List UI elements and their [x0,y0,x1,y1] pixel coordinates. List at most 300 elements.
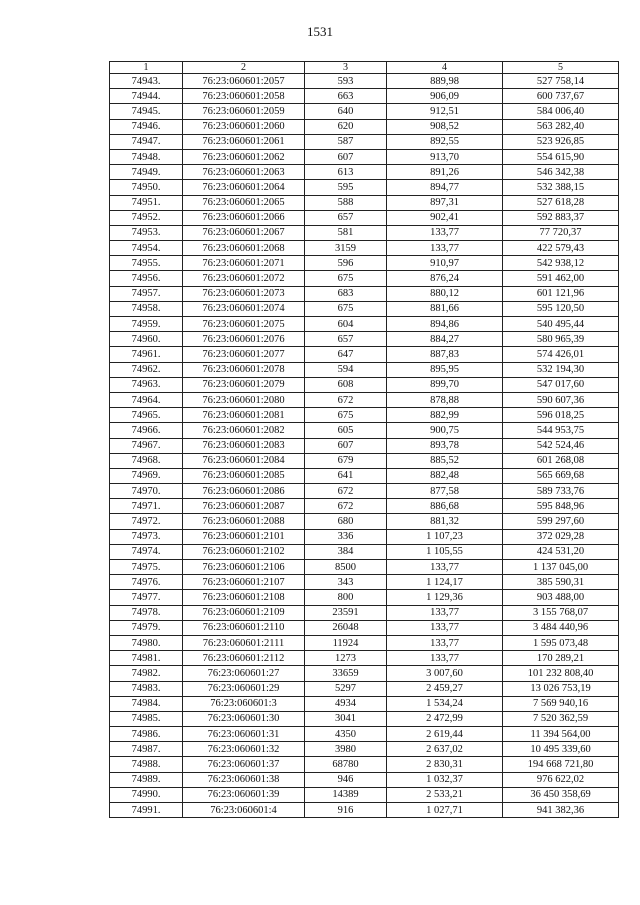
table-cell-col-5: 1 137 045,00 [503,560,619,575]
table-cell-col-4: 889,98 [387,74,503,89]
page-number: 1531 [307,24,333,39]
table-cell-col-1: 74957. [110,286,183,301]
table-cell-col-4: 899,70 [387,377,503,392]
table-cell-col-5: 527 758,14 [503,74,619,89]
table-cell-col-4: 877,58 [387,484,503,499]
table-row [110,165,619,180]
table-cell-col-2: 76:23:060601:2101 [183,529,305,544]
table-cell-col-4: 893,78 [387,438,503,453]
table-cell-col-4: 912,51 [387,104,503,119]
table-cell-col-5: 10 495 339,60 [503,742,619,757]
table-cell-col-3: 587 [305,134,387,149]
table-cell-col-2: 76:23:060601:2062 [183,149,305,164]
table-cell-col-1: 74983. [110,681,183,696]
table-cell-col-2: 76:23:060601:2111 [183,635,305,650]
table-row [110,727,619,742]
table-cell-col-3: 596 [305,256,387,271]
table-cell-col-3: 620 [305,119,387,134]
table-row [110,605,619,620]
table-cell-col-4: 1 124,17 [387,575,503,590]
table-row [110,666,619,681]
table-cell-col-1: 74963. [110,377,183,392]
table-row [110,803,619,818]
table-cell-col-2: 76:23:060601:2071 [183,256,305,271]
table-cell-col-2: 76:23:060601:2073 [183,286,305,301]
table-cell-col-3: 5297 [305,681,387,696]
table-cell-col-1: 74989. [110,772,183,787]
table-cell-col-4: 133,77 [387,241,503,256]
table-cell-col-3: 613 [305,165,387,180]
table-cell-col-2: 76:23:060601:2058 [183,89,305,104]
table-cell-col-3: 946 [305,772,387,787]
table-row [110,347,619,362]
table-cell-col-5: 574 426,01 [503,347,619,362]
table-cell-col-3: 594 [305,362,387,377]
table-cell-col-3: 384 [305,544,387,559]
table-row [110,651,619,666]
table-row [110,195,619,210]
table-cell-col-1: 74982. [110,666,183,681]
table-row [110,134,619,149]
column-header-4: 4 [387,62,503,74]
table-cell-col-3: 641 [305,468,387,483]
table-cell-col-2: 76:23:060601:2064 [183,180,305,195]
table-cell-col-2: 76:23:060601:2063 [183,165,305,180]
table-row [110,89,619,104]
table-cell-col-2: 76:23:060601:2066 [183,210,305,225]
table-cell-col-3: 672 [305,484,387,499]
table-cell-col-3: 3980 [305,742,387,757]
table-cell-col-3: 647 [305,347,387,362]
table-cell-col-4: 2 472,99 [387,711,503,726]
table-cell-col-3: 680 [305,514,387,529]
table-row [110,149,619,164]
table-cell-col-2: 76:23:060601:2077 [183,347,305,362]
table-cell-col-4: 1 105,55 [387,544,503,559]
table-cell-col-3: 679 [305,453,387,468]
table-cell-col-2: 76:23:060601:2078 [183,362,305,377]
table-row [110,408,619,423]
table-cell-col-4: 895,95 [387,362,503,377]
table-cell-col-4: 891,26 [387,165,503,180]
table-cell-col-4: 2 619,44 [387,727,503,742]
table-cell-col-4: 1 129,36 [387,590,503,605]
table-cell-col-4: 881,66 [387,301,503,316]
table-cell-col-5: 542 524,46 [503,438,619,453]
table-cell-col-3: 11924 [305,635,387,650]
table-cell-col-5: 565 669,68 [503,468,619,483]
table-cell-col-1: 74961. [110,347,183,362]
table-cell-col-1: 74944. [110,89,183,104]
table-cell-col-2: 76:23:060601:2074 [183,301,305,316]
table-row [110,590,619,605]
table-row [110,332,619,347]
table-cell-col-5: 77 720,37 [503,225,619,240]
table-row [110,575,619,590]
table-cell-col-1: 74951. [110,195,183,210]
table-cell-col-4: 876,24 [387,271,503,286]
table-cell-col-1: 74975. [110,560,183,575]
table-cell-col-2: 76:23:060601:2083 [183,438,305,453]
table-cell-col-5: 36 450 358,69 [503,787,619,802]
table-row [110,620,619,635]
column-header-3: 3 [305,62,387,74]
table-row [110,468,619,483]
table-cell-col-2: 76:23:060601:2079 [183,377,305,392]
table-cell-col-4: 906,09 [387,89,503,104]
table-cell-col-4: 3 007,60 [387,666,503,681]
column-header-1: 1 [110,62,183,74]
table-cell-col-4: 897,31 [387,195,503,210]
table-cell-col-2: 76:23:060601:2088 [183,514,305,529]
table-cell-col-1: 74962. [110,362,183,377]
table-cell-col-4: 887,83 [387,347,503,362]
table-cell-col-1: 74974. [110,544,183,559]
table-cell-col-3: 581 [305,225,387,240]
table-cell-col-3: 23591 [305,605,387,620]
table-row [110,544,619,559]
table-cell-col-5: 542 938,12 [503,256,619,271]
table-row [110,256,619,271]
table-cell-col-5: 546 342,38 [503,165,619,180]
table-row [110,696,619,711]
table-cell-col-5: 3 484 440,96 [503,620,619,635]
table-cell-col-2: 76:23:060601:2076 [183,332,305,347]
table-row [110,317,619,332]
table-cell-col-5: 589 733,76 [503,484,619,499]
table-cell-col-4: 908,52 [387,119,503,134]
table-cell-col-3: 8500 [305,560,387,575]
table-cell-col-3: 604 [305,317,387,332]
table-cell-col-5: 601 121,96 [503,286,619,301]
table-cell-col-4: 892,55 [387,134,503,149]
table-cell-col-1: 74966. [110,423,183,438]
table-cell-col-5: 590 607,36 [503,392,619,407]
table-cell-col-1: 74967. [110,438,183,453]
table-cell-col-2: 76:23:060601:38 [183,772,305,787]
table-cell-col-4: 902,41 [387,210,503,225]
table-cell-col-2: 76:23:060601:2068 [183,241,305,256]
table-cell-col-5: 903 488,00 [503,590,619,605]
table-cell-col-2: 76:23:060601:2084 [183,453,305,468]
column-header-5: 5 [503,62,619,74]
table-cell-col-3: 800 [305,590,387,605]
table-cell-col-1: 74959. [110,317,183,332]
table-cell-col-4: 885,52 [387,453,503,468]
table-cell-col-1: 74947. [110,134,183,149]
table-cell-col-4: 894,86 [387,317,503,332]
table-cell-col-3: 4934 [305,696,387,711]
table-cell-col-4: 880,12 [387,286,503,301]
table-cell-col-5: 13 026 753,19 [503,681,619,696]
table-cell-col-1: 74958. [110,301,183,316]
table-cell-col-3: 675 [305,301,387,316]
table-cell-col-3: 33659 [305,666,387,681]
table-cell-col-1: 74972. [110,514,183,529]
table-cell-col-2: 76:23:060601:2081 [183,408,305,423]
table-cell-col-1: 74945. [110,104,183,119]
table-cell-col-1: 74943. [110,74,183,89]
data-table [109,61,619,818]
table-cell-col-4: 133,77 [387,560,503,575]
table-cell-col-1: 74981. [110,651,183,666]
table-cell-col-1: 74965. [110,408,183,423]
table-row [110,787,619,802]
table-cell-col-2: 76:23:060601:2107 [183,575,305,590]
table-cell-col-5: 385 590,31 [503,575,619,590]
table-cell-col-1: 74990. [110,787,183,802]
table-cell-col-1: 74952. [110,210,183,225]
table-cell-col-3: 675 [305,408,387,423]
table-cell-col-2: 76:23:060601:2057 [183,74,305,89]
table-cell-col-2: 76:23:060601:2086 [183,484,305,499]
table-cell-col-5: 601 268,08 [503,453,619,468]
table-row [110,635,619,650]
table-cell-col-2: 76:23:060601:3 [183,696,305,711]
table-cell-col-3: 683 [305,286,387,301]
table-cell-col-4: 2 637,02 [387,742,503,757]
table-cell-col-2: 76:23:060601:2065 [183,195,305,210]
table-cell-col-1: 74969. [110,468,183,483]
table-cell-col-1: 74964. [110,392,183,407]
table-row [110,423,619,438]
table-row [110,74,619,89]
table-cell-col-3: 657 [305,210,387,225]
table-cell-col-2: 76:23:060601:2106 [183,560,305,575]
table-row [110,377,619,392]
table-cell-col-5: 584 006,40 [503,104,619,119]
table-cell-col-2: 76:23:060601:27 [183,666,305,681]
table-cell-col-4: 1 032,37 [387,772,503,787]
table-cell-col-1: 74955. [110,256,183,271]
table-cell-col-2: 76:23:060601:31 [183,727,305,742]
table-cell-col-1: 74991. [110,803,183,818]
table-cell-col-4: 133,77 [387,635,503,650]
table-cell-col-4: 133,77 [387,225,503,240]
table-cell-col-5: 591 462,00 [503,271,619,286]
table-cell-col-2: 76:23:060601:29 [183,681,305,696]
table-cell-col-1: 74986. [110,727,183,742]
table-row [110,271,619,286]
table-cell-col-2: 76:23:060601:2112 [183,651,305,666]
table-cell-col-5: 11 394 564,00 [503,727,619,742]
table-row [110,453,619,468]
table-cell-col-4: 882,48 [387,468,503,483]
table-cell-col-2: 76:23:060601:2102 [183,544,305,559]
table-row [110,286,619,301]
table-cell-col-1: 74979. [110,620,183,635]
table-cell-col-5: 101 232 808,40 [503,666,619,681]
table-cell-col-2: 76:23:060601:2085 [183,468,305,483]
table-row [110,225,619,240]
table-cell-col-3: 657 [305,332,387,347]
table-cell-col-1: 74948. [110,149,183,164]
table-cell-col-5: 422 579,43 [503,241,619,256]
table-cell-col-4: 913,70 [387,149,503,164]
table-cell-col-1: 74984. [110,696,183,711]
table-row [110,180,619,195]
table-cell-col-2: 76:23:060601:2067 [183,225,305,240]
table-row [110,681,619,696]
table-cell-col-2: 76:23:060601:2082 [183,423,305,438]
table-cell-col-1: 74988. [110,757,183,772]
table-row [110,529,619,544]
table-cell-col-3: 675 [305,271,387,286]
table-cell-col-3: 3159 [305,241,387,256]
table-cell-col-1: 74946. [110,119,183,134]
table-cell-col-3: 1273 [305,651,387,666]
table-cell-col-5: 372 029,28 [503,529,619,544]
table-cell-col-1: 74971. [110,499,183,514]
table-cell-col-5: 554 615,90 [503,149,619,164]
table-cell-col-1: 74956. [110,271,183,286]
table-row [110,514,619,529]
table-cell-col-1: 74949. [110,165,183,180]
table-cell-col-3: 663 [305,89,387,104]
table-cell-col-3: 607 [305,149,387,164]
table-cell-col-3: 3041 [305,711,387,726]
table-cell-col-5: 544 953,75 [503,423,619,438]
table-cell-col-3: 595 [305,180,387,195]
table-cell-col-1: 74978. [110,605,183,620]
table-row [110,757,619,772]
table-row [110,210,619,225]
table-cell-col-3: 26048 [305,620,387,635]
table-cell-col-3: 593 [305,74,387,89]
table-row [110,362,619,377]
table-cell-col-4: 1 107,23 [387,529,503,544]
table-cell-col-3: 68780 [305,757,387,772]
table-cell-col-3: 14389 [305,787,387,802]
table-cell-col-3: 916 [305,803,387,818]
table-cell-col-5: 527 618,28 [503,195,619,210]
table-cell-col-5: 595 848,96 [503,499,619,514]
table-cell-col-5: 976 622,02 [503,772,619,787]
table-cell-col-1: 74987. [110,742,183,757]
table-cell-col-3: 343 [305,575,387,590]
table-cell-col-3: 607 [305,438,387,453]
table-cell-col-2: 76:23:060601:4 [183,803,305,818]
table-cell-col-2: 76:23:060601:2059 [183,104,305,119]
table-cell-col-3: 672 [305,392,387,407]
table-cell-col-1: 74973. [110,529,183,544]
table-cell-col-3: 605 [305,423,387,438]
table-cell-col-5: 194 668 721,80 [503,757,619,772]
table-cell-col-4: 894,77 [387,180,503,195]
table-cell-col-2: 76:23:060601:2109 [183,605,305,620]
table-cell-col-3: 588 [305,195,387,210]
table-cell-col-5: 7 569 940,16 [503,696,619,711]
table-cell-col-3: 672 [305,499,387,514]
table-cell-col-4: 886,68 [387,499,503,514]
table-cell-col-1: 74985. [110,711,183,726]
table-cell-col-5: 547 017,60 [503,377,619,392]
table-cell-col-2: 76:23:060601:2061 [183,134,305,149]
table-cell-col-5: 595 120,50 [503,301,619,316]
table-row [110,438,619,453]
table-cell-col-5: 7 520 362,59 [503,711,619,726]
table-row [110,484,619,499]
table-cell-col-4: 884,27 [387,332,503,347]
table-cell-col-1: 74976. [110,575,183,590]
table-cell-col-2: 76:23:060601:2080 [183,392,305,407]
table-row [110,301,619,316]
table-cell-col-1: 74970. [110,484,183,499]
table-cell-col-1: 74980. [110,635,183,650]
table-cell-col-3: 336 [305,529,387,544]
table-cell-col-5: 941 382,36 [503,803,619,818]
table-cell-col-5: 540 495,44 [503,317,619,332]
table-cell-col-5: 596 018,25 [503,408,619,423]
table-row [110,241,619,256]
table-cell-col-2: 76:23:060601:32 [183,742,305,757]
table-cell-col-2: 76:23:060601:37 [183,757,305,772]
table-row [110,560,619,575]
table-cell-col-4: 2 459,27 [387,681,503,696]
table-cell-col-5: 563 282,40 [503,119,619,134]
table-row [110,119,619,134]
table-cell-col-3: 640 [305,104,387,119]
table-cell-col-2: 76:23:060601:2110 [183,620,305,635]
table-row [110,711,619,726]
table-cell-col-5: 599 297,60 [503,514,619,529]
table-cell-col-4: 1 534,24 [387,696,503,711]
table-cell-col-5: 3 155 768,07 [503,605,619,620]
table-cell-col-1: 74968. [110,453,183,468]
table-cell-col-5: 523 926,85 [503,134,619,149]
table-cell-col-4: 133,77 [387,620,503,635]
table-cell-col-2: 76:23:060601:39 [183,787,305,802]
table-header-row [110,62,619,74]
table-cell-col-2: 76:23:060601:2108 [183,590,305,605]
table-cell-col-4: 910,97 [387,256,503,271]
table-cell-col-4: 133,77 [387,651,503,666]
table-row [110,772,619,787]
table-cell-col-4: 900,75 [387,423,503,438]
table-row [110,392,619,407]
table-row [110,499,619,514]
table-cell-col-5: 170 289,21 [503,651,619,666]
table-cell-col-4: 133,77 [387,605,503,620]
table-cell-col-1: 74960. [110,332,183,347]
table-cell-col-5: 592 883,37 [503,210,619,225]
table-cell-col-5: 1 595 073,48 [503,635,619,650]
table-row [110,742,619,757]
table-cell-col-1: 74953. [110,225,183,240]
table-cell-col-5: 600 737,67 [503,89,619,104]
table-cell-col-1: 74950. [110,180,183,195]
table-cell-col-4: 882,99 [387,408,503,423]
table-cell-col-4: 881,32 [387,514,503,529]
column-header-2: 2 [183,62,305,74]
table-cell-col-5: 580 965,39 [503,332,619,347]
table-cell-col-4: 2 533,21 [387,787,503,802]
table-cell-col-2: 76:23:060601:2075 [183,317,305,332]
table-cell-col-4: 2 830,31 [387,757,503,772]
table-cell-col-5: 532 194,30 [503,362,619,377]
table-cell-col-2: 76:23:060601:2072 [183,271,305,286]
table-body [110,74,619,818]
table-cell-col-3: 4350 [305,727,387,742]
table-cell-col-5: 532 388,15 [503,180,619,195]
table-cell-col-5: 424 531,20 [503,544,619,559]
table-cell-col-4: 1 027,71 [387,803,503,818]
table-row [110,104,619,119]
table-cell-col-2: 76:23:060601:2060 [183,119,305,134]
table-cell-col-2: 76:23:060601:30 [183,711,305,726]
table-cell-col-1: 74954. [110,241,183,256]
table-cell-col-3: 608 [305,377,387,392]
